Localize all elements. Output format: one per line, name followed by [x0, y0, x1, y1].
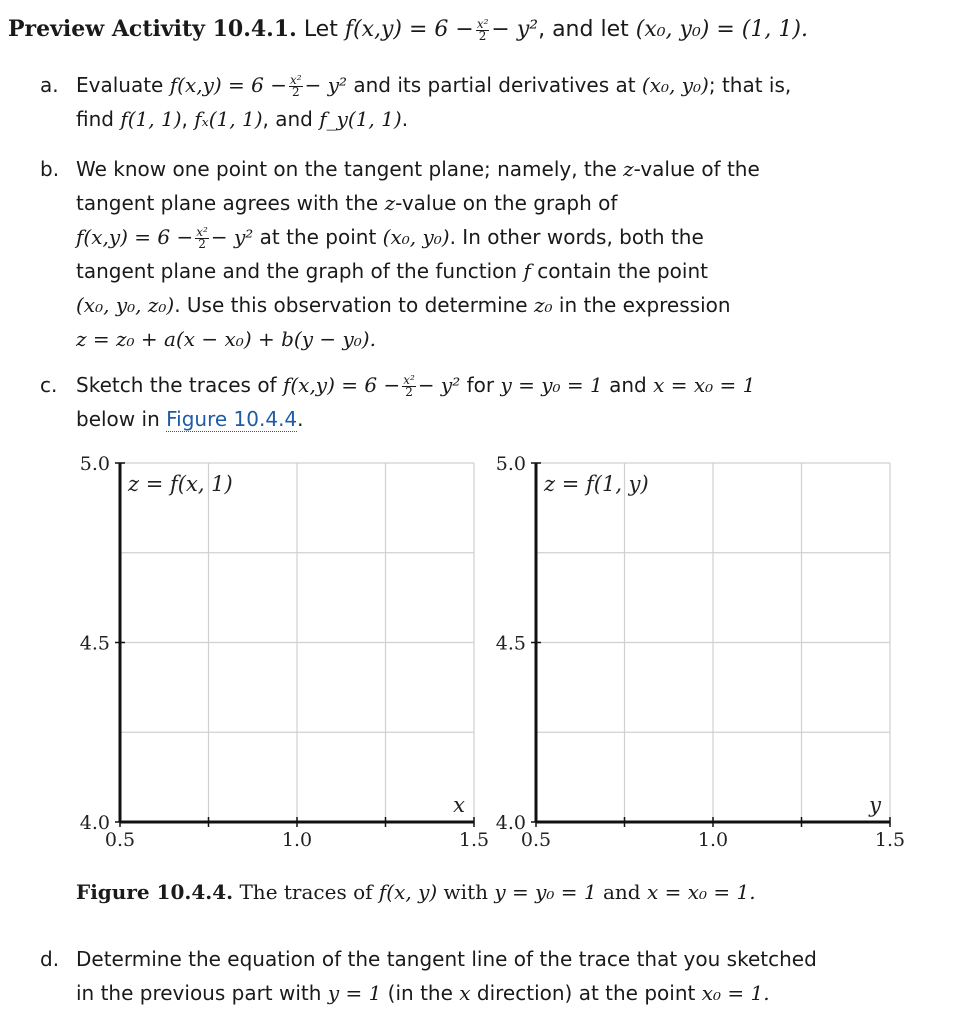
caption-text2: with [443, 880, 488, 904]
caption-cond2: x = x₀ = 1. [646, 880, 756, 904]
item-c-text4: below in [76, 407, 160, 431]
item-a-text: Evaluate [76, 73, 164, 97]
item-a-text3: ; that is, [708, 73, 792, 97]
item-b-point: (x₀, y₀) [382, 225, 450, 249]
item-a-fx11: fₓ(1, 1) [194, 107, 263, 131]
caption-text3: and [603, 880, 641, 904]
chart2-y-tick-label-1: 4.5 [495, 632, 526, 655]
item-c-cond2: x = x₀ = 1 [653, 373, 756, 397]
item-c-function: f(x,y) = 6 − [282, 373, 401, 397]
item-d-cond: y = 1 [327, 981, 382, 1005]
item-b-expression: z = z₀ + a(x − x₀) + b(y − y₀). [76, 327, 376, 351]
item-b-z: z [623, 157, 634, 181]
and-let-text: , and let [538, 17, 629, 42]
item-a-fy11: f_y(1, 1) [319, 107, 402, 131]
item-d-x: x [459, 981, 471, 1005]
item-d-line2b: (in the [387, 981, 453, 1005]
chart1-x-tick-label-2: 1.5 [458, 829, 490, 851]
item-c-text5: . [297, 407, 304, 431]
chart1-y-tick-label-1: 4.5 [79, 632, 110, 655]
chart1-x-axis-label: x [453, 793, 465, 817]
item-c-label: c. [40, 373, 58, 397]
item-d [40, 942, 920, 1010]
item-a-text2: and its partial derivatives at [353, 73, 636, 97]
item-b-line4a: tangent plane and the graph of the function [76, 259, 518, 283]
item-b-z2: z [384, 191, 396, 215]
let-text: Let [303, 17, 338, 42]
item-c-cond1: y = y₀ = 1 [500, 373, 603, 397]
item-a-minus-y2: − y² [304, 73, 348, 97]
chart2-x-tick-label-1: 1.0 [697, 829, 729, 851]
item-b-line2a: tangent plane agrees with the [76, 191, 379, 215]
item-c-text1: Sketch the traces of [76, 373, 277, 397]
chart1-title: z = f(x, 1) [128, 472, 233, 496]
minus-y-squared: − y² [491, 17, 539, 42]
fraction: $\frac{\text{x²}}{2}$ [476, 16, 489, 43]
item-b-line1b: -value of the [633, 157, 760, 181]
item-a-text6: . [401, 107, 409, 131]
caption-cond1: y = y₀ = 1 [494, 880, 597, 904]
caption-function: f(x, y) [378, 880, 438, 904]
figure-reference-link[interactable]: Figure 10.4.4 [166, 407, 298, 431]
figure-caption [76, 880, 756, 904]
item-b-line1: We know one point on the tangent plane; namely, the [76, 157, 617, 181]
fraction: $\frac{\text{x²}}{2}$ [290, 73, 302, 99]
item-c-minus-y2: − y² [417, 373, 461, 397]
figure-label: Figure 10.4.4. [76, 880, 234, 904]
item-b-line2b: -value on the graph of [395, 191, 618, 215]
item-a-function: f(x,y) = 6 − [169, 73, 287, 97]
item-a-label: a. [40, 73, 59, 97]
chart2-x-axis-label: y [869, 793, 881, 817]
chart2-x-tick-label-0: 0.5 [520, 829, 552, 851]
chart2-y-tick-label-2: 5.0 [495, 453, 526, 475]
item-a-text5: , and [262, 107, 313, 131]
item-d-line2a: in the previous part with [76, 981, 322, 1005]
item-a-point: (x₀, y₀) [641, 73, 709, 97]
item-b-z0: z₀ [533, 293, 553, 317]
item-d-point: x₀ = 1. [701, 981, 770, 1005]
item-b-point3: (x₀, y₀, z₀) [76, 293, 175, 317]
item-b-f: f [523, 259, 531, 283]
activity-title: Preview Activity 10.4.1. [8, 16, 297, 42]
item-b-label: b. [40, 157, 60, 181]
item-a-text4: find [76, 107, 114, 131]
item-b-function: f(x,y) = 6 − [76, 225, 194, 249]
fraction: $\frac{\text{x²}}{2}$ [196, 225, 208, 251]
function-def: f(x,y) = 6 − [344, 17, 474, 42]
chart2-x-tick-label-2: 1.5 [874, 829, 906, 851]
item-b-minus-y2: − y² [210, 225, 254, 249]
item-b-line3b: . In other words, both the [449, 225, 704, 249]
item-c-text2: for [466, 373, 495, 397]
item-b-line3a: at the point [259, 225, 377, 249]
chart2-title: z = f(1, y) [544, 472, 649, 496]
chart1-y-tick-label-0: 4.0 [79, 812, 110, 834]
item-b-line5a: . Use this observation to determine [174, 293, 528, 317]
chart1-x-tick-label-1: 1.0 [281, 829, 313, 851]
item-d-line2c: direction) at the point [476, 981, 696, 1005]
item-a: a. Evaluate f(x,y) = 6 − $\frac{\text{x²}}{2}$ − y² and its partial derivatives at (x₀, y₀); that is, find f(1, 1), fₓ(1, 1), and f_y(1, 1). [40, 68, 920, 136]
item-d-line1: Determine the equation of the tangent line of the trace that you sketched [76, 947, 817, 971]
item-b-line4b: contain the point [537, 259, 708, 283]
chart2-y-tick-label-0: 4.0 [495, 812, 526, 834]
chart1-x-tick-label-0: 0.5 [104, 829, 136, 851]
item-c-text3: and [609, 373, 647, 397]
caption-text1: The traces of [239, 880, 373, 904]
item-b-line5b: in the expression [558, 293, 731, 317]
fraction: $\frac{\text{x²}}{2}$ [403, 373, 415, 399]
initial-point: (x₀, y₀) = (1, 1). [635, 17, 808, 42]
item-a-f11: f(1, 1) [120, 107, 182, 131]
item-d-label: d. [40, 947, 60, 971]
chart1-y-tick-label-2: 5.0 [79, 453, 110, 475]
